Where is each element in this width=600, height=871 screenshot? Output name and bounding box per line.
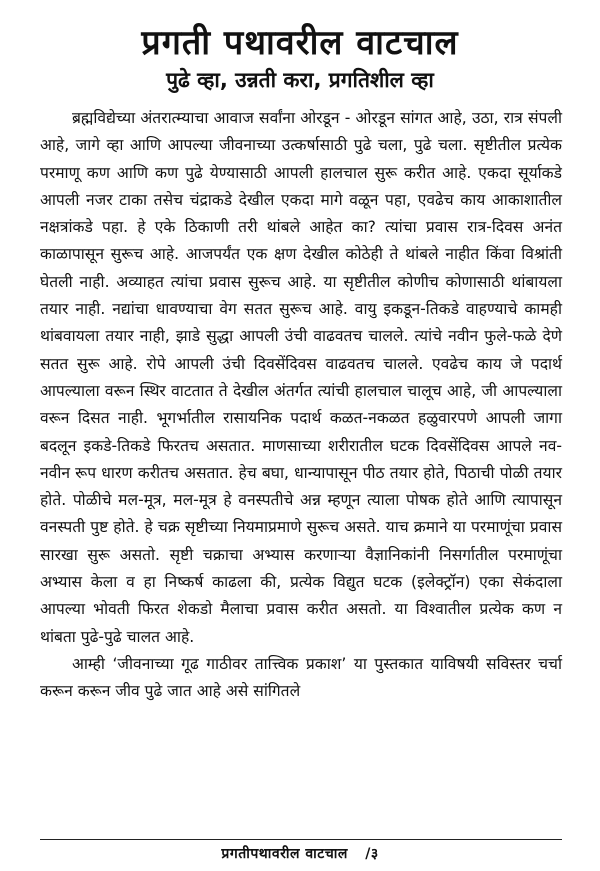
paragraph-2: आम्ही ‘जीवनाच्या गूढ गाठीवर तात्त्विक प्रकाश’ या पुस्तकात याविषयी सविस्तर चर्चा करून करून जीव पुढे जात आहे असे सांगितले bbox=[40, 654, 562, 701]
page-subtitle: पुढे व्हा, उन्नती करा, प्रगतिशील व्हा bbox=[166, 68, 434, 92]
body-text bbox=[40, 105, 562, 706]
footer-page-number: /३ bbox=[365, 846, 379, 862]
footer-divider bbox=[40, 839, 562, 840]
footer-running-title: प्रगतीपथावरील वाटचाल bbox=[221, 846, 348, 862]
page-footer bbox=[0, 844, 600, 863]
page-title: प्रगती पथावरील वाटचाल bbox=[141, 23, 459, 63]
paragraph-1: ब्रह्मविद्येच्या अंतरात्म्याचा आवाज सर्वांना ओरडून - ओरडून सांगत आहे, उठा, रात्र संपली आहे, जागे व्हा आणि आपल्या जीवनाच्या उत्कर्षासाठी पुढे चला, पुढे चला. सृष्टीतील प्रत्येक परमाणू कण आणि कण पुढे येण्यासाठी आपली हालचाल सुरू करीत आहे. एकदा सूर्याकडे आपली नजर टाका तसेच चंद्राकडे देखील एकदा मागे वळून पहा, एवढेच काय आकाशातील नक्षत्रांकडे पहा. हे एके ठिकाणी तरी थांबले आहेत का? त्यांचा प्रवास रात्र-दिवस अनंत काळापासून सुरूच आहे. आजपर्यंत एक क्षण देखील कोठेही ते थांबले नाहीत किंवा विश्रांती घेतली नाही. अव्याहत त्यांचा प्रवास सुरूच आहे. या सृष्टीतील कोणीच कोणासाठी थांबायला तयार नाही. नद्यांचा धावण्याचा वेग सतत सुरूच आहे. वायु इकडून-तिकडे वाहण्याचे कामही थांबवायला तयार नाही, झाडे सुद्धा आपली उंची वाढवतच चालले. त्यांचे नवीन फुले-फळे देणे सतत सुरू आहे. रोपे आपली उंची दिवसेंदिवस वाढवतच चालले. एवढेच काय जे पदार्थ आपल्याला वरून स्थिर वाटतात ते देखील अंतर्गत त्यांची हालचाल चालूच आहे, जी आपल्याला वरून दिसत नाही. भूगर्भातील रासायनिक पदार्थ कळत-नकळत हळुवारपणे आपली जागा बदलून इकडे-तिकडे फिरतच असतात. माणसाच्या शरीरातील घटक दिवसेंदिवस आपले नव-नवीन रूप धारण करीतच असतात. हेच बघा, धान्यापासून पीठ तयार होते, पिठाची पोळी तयार होते. पोळीचे मल-मूत्र, मल-मूत्र हे वनस्पतीचे अन्न म्हणून त्याला पोषक होते आणि त्यापासून वनस्पती पुष्ट होते. हे चक्र सृष्टीच्या नियमाप्रमाणे सुरूच असते. याच क्रमाने या परमाणूंचा प्रवास सारखा सुरू असतो. सृष्टी चक्राचा अभ्यास करणाऱ्या वैज्ञानिकांनी निसर्गातील परमाणूंचा अभ्यास केला व हा निष्कर्ष काढला की, प्रत्येक विद्युत घटक (इलेक्ट्रॉन) एका सेकंदाला आपल्या भोवती फिरत शेकडो मैलाचा प्रवास करीत असतो. या विश्वातील प्रत्येक कण न थांबता पुढे-पुढे चालत आहे. bbox=[40, 109, 562, 646]
